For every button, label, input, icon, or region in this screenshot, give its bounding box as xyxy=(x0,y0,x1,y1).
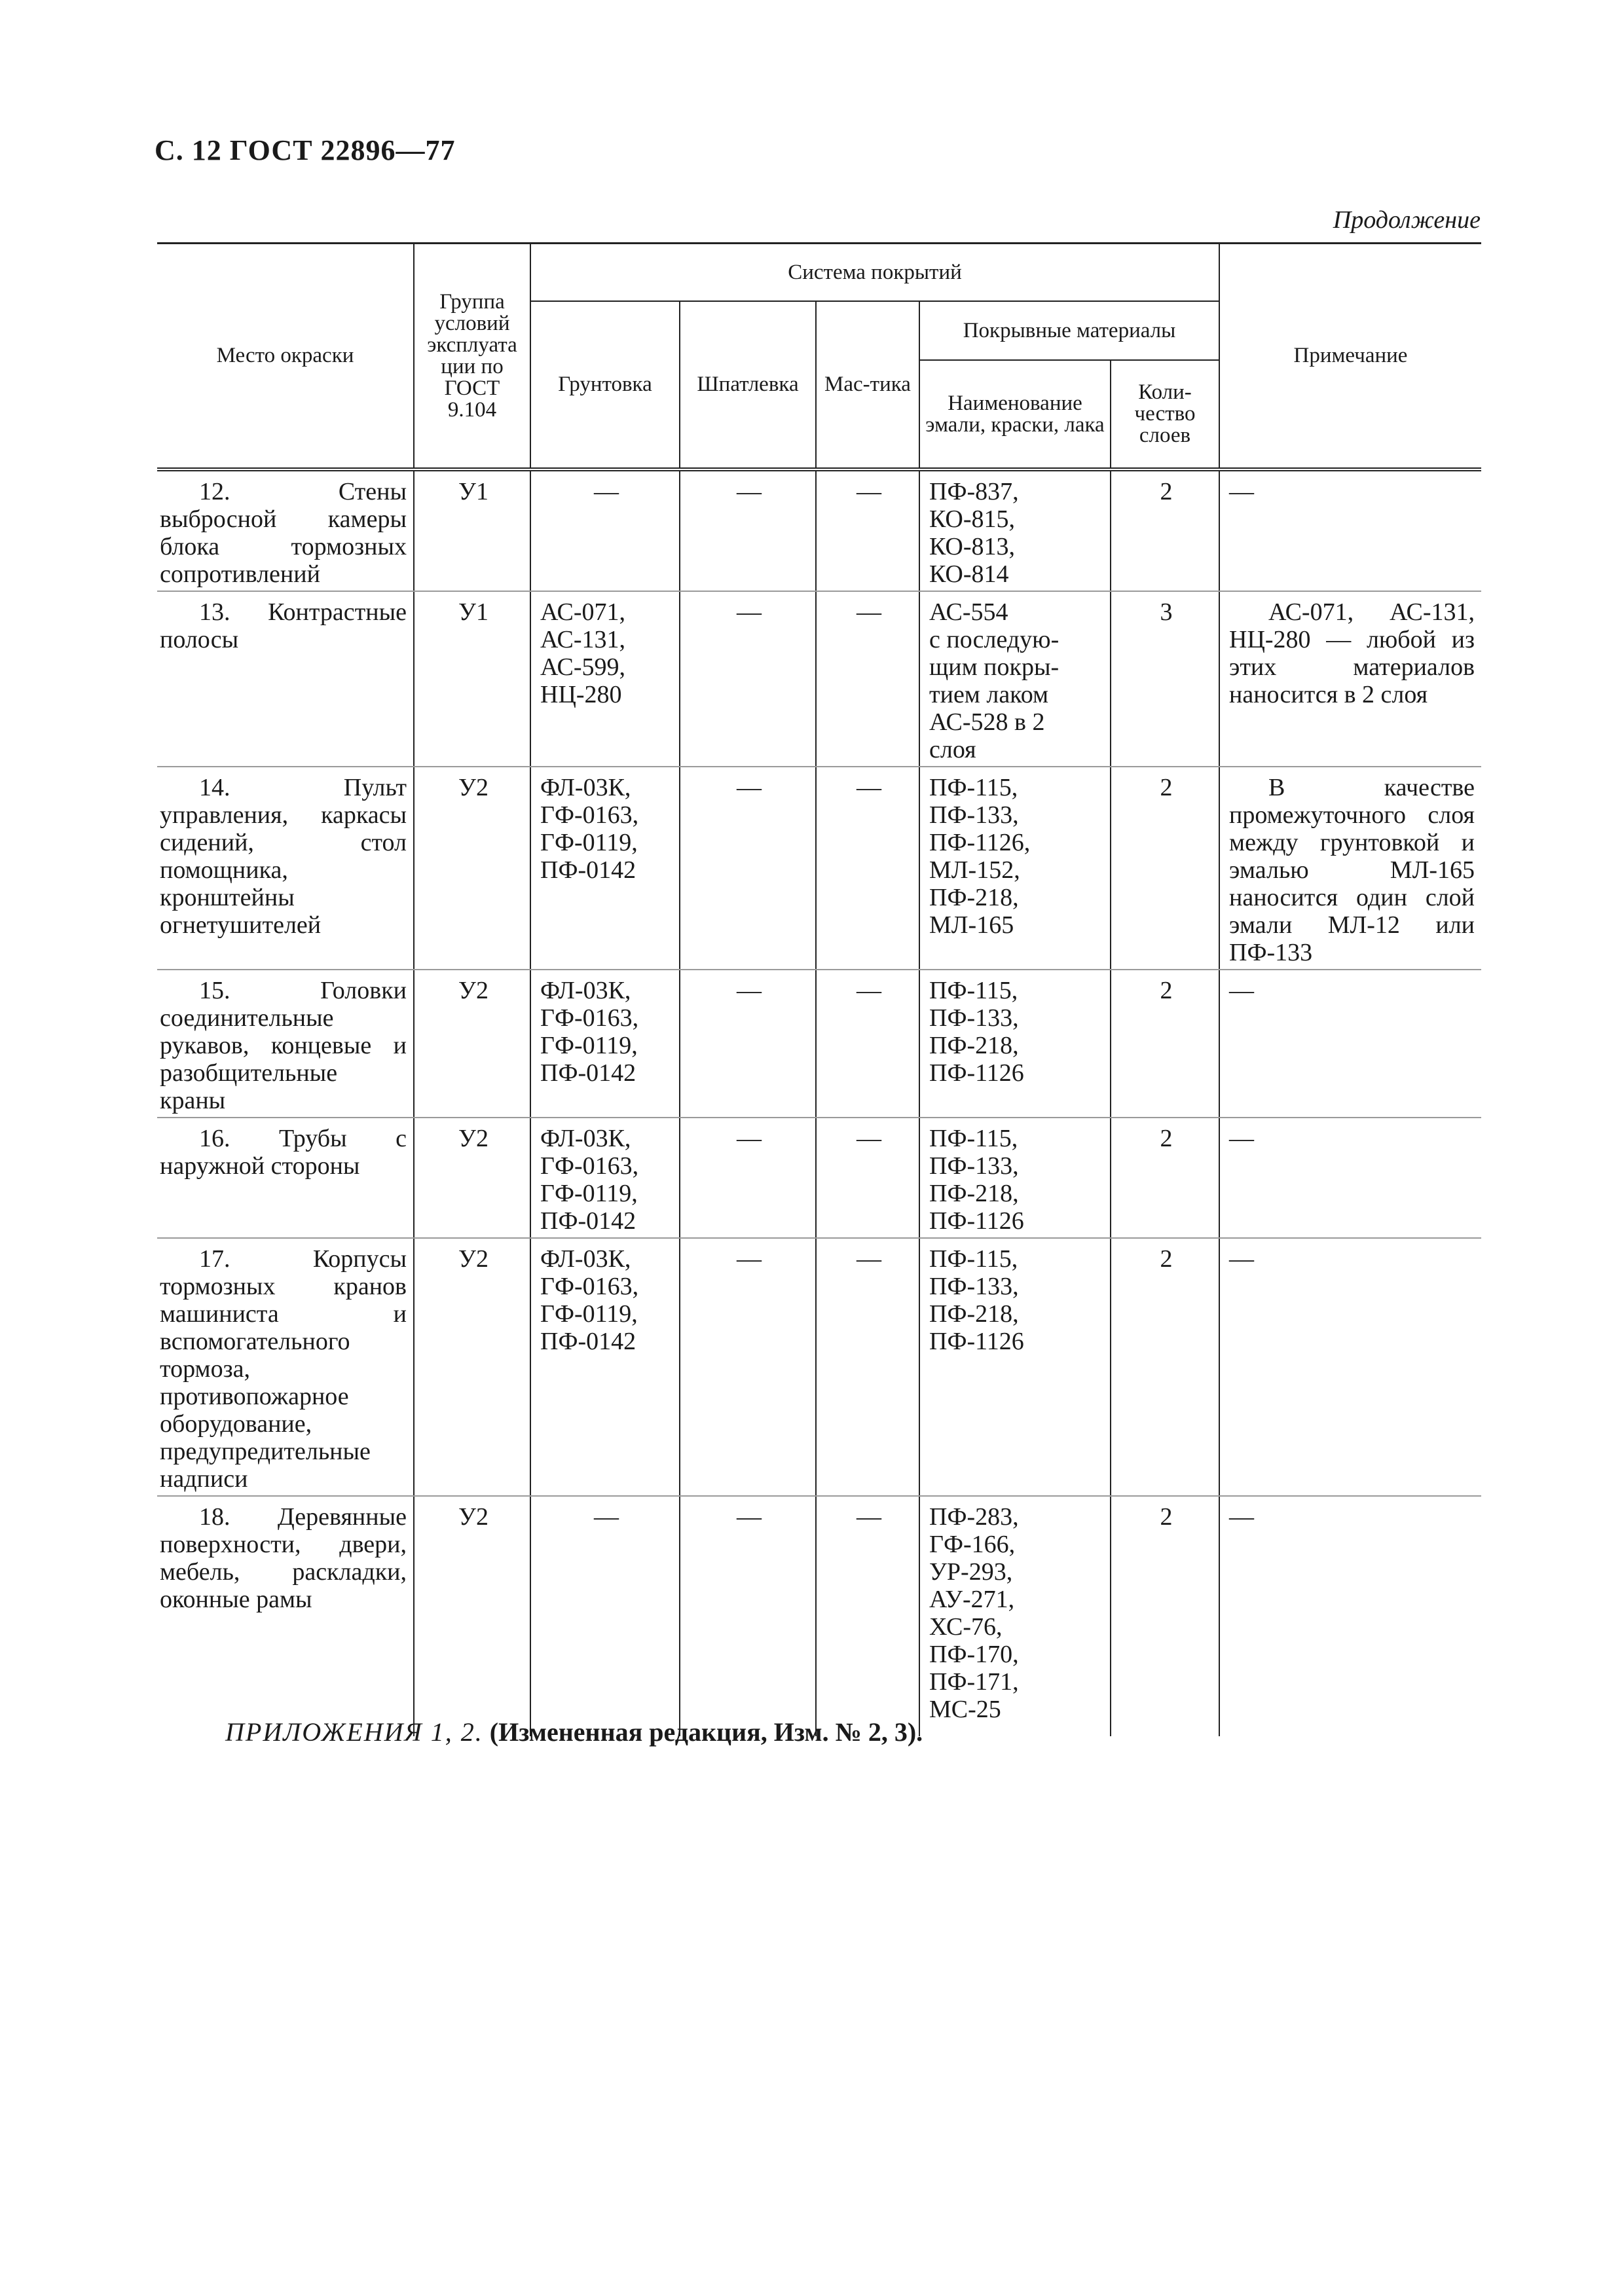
cell-mastic: — xyxy=(816,591,919,767)
table-row xyxy=(157,591,1481,767)
material-line: ПФ-1126 xyxy=(929,1328,1024,1355)
material-line: щим покры- xyxy=(929,653,1060,681)
material-line: МС-25 xyxy=(929,1696,1001,1723)
col-header-material-name: Наименование эмали, краски, лака xyxy=(919,360,1111,469)
col-header-mastic: Мас-тика xyxy=(816,301,919,469)
cell-place: 16. Трубы с наружной стороны xyxy=(157,1118,414,1238)
material-line: ПФ-115, xyxy=(929,1245,1018,1273)
primer-line: НЦ-280 xyxy=(540,681,622,708)
cell-place: 14. Пульт управления, каркасы сидений, стол помощника, кронштейны огнетушителей xyxy=(157,767,414,970)
material-line: МЛ-165 xyxy=(929,911,1014,939)
material-line: ПФ-133, xyxy=(929,1004,1019,1032)
table-row xyxy=(157,970,1481,1118)
cell-primer: — xyxy=(530,469,680,591)
material-line: АС-528 в 2 xyxy=(929,708,1045,736)
cell-putty: — xyxy=(680,1238,816,1496)
page-title: С. 12 ГОСТ 22896—77 xyxy=(155,134,456,166)
cell-group: У1 xyxy=(414,591,530,767)
cell-note: АС-071, АС-131, НЦ-280 — любой из этих материалов наносится в 2 слоя xyxy=(1219,591,1481,767)
col-header-top-materials: Покрывные материалы xyxy=(919,301,1219,360)
cell-mastic: — xyxy=(816,1118,919,1238)
cell-putty: — xyxy=(680,1118,816,1238)
material-line: ПФ-170, xyxy=(929,1641,1019,1668)
primer-line: ПФ-0142 xyxy=(540,1059,636,1087)
cell-note: — xyxy=(1219,469,1481,591)
cell-group: У2 xyxy=(414,970,530,1118)
cell-group: У2 xyxy=(414,1238,530,1496)
primer-line: ГФ-0163, xyxy=(540,1004,639,1032)
material-line: слоя xyxy=(929,736,976,763)
cell-group: У2 xyxy=(414,1496,530,1736)
primer-line: ФЛ-03К, xyxy=(540,1125,631,1152)
material-line: ПФ-218, xyxy=(929,1032,1019,1059)
cell-mastic: — xyxy=(816,469,919,591)
cell-place: 12. Стены выбросной камеры блока тормозных сопротивлений xyxy=(157,469,414,591)
primer-line: ФЛ-03К, xyxy=(540,977,631,1004)
cell-materials xyxy=(919,1118,1111,1238)
material-line: ПФ-1126, xyxy=(929,829,1031,856)
material-line: ПФ-115, xyxy=(929,774,1018,801)
cell-layers: 2 xyxy=(1111,767,1219,970)
cell-primer xyxy=(530,767,680,970)
primer-line: АС-071, xyxy=(540,598,626,626)
continuation-label: Продолжение xyxy=(1333,206,1481,234)
cell-note: — xyxy=(1219,970,1481,1118)
cell-putty: — xyxy=(680,591,816,767)
col-header-place: Место окраски xyxy=(157,244,414,470)
material-line: ПФ-1126 xyxy=(929,1059,1024,1087)
cell-materials xyxy=(919,469,1111,591)
table-row xyxy=(157,1238,1481,1496)
material-line: АС-554 xyxy=(929,598,1008,626)
cell-mastic: — xyxy=(816,1238,919,1496)
table-row xyxy=(157,1496,1481,1736)
primer-line: ГФ-0163, xyxy=(540,1152,639,1180)
cell-primer: — xyxy=(530,1496,680,1736)
coating-table xyxy=(157,242,1481,1736)
cell-primer xyxy=(530,1238,680,1496)
table-row xyxy=(157,1118,1481,1238)
col-header-primer: Грунтовка xyxy=(530,301,680,469)
primer-line: ГФ-0163, xyxy=(540,1273,639,1300)
table-row xyxy=(157,767,1481,970)
cell-layers: 2 xyxy=(1111,469,1219,591)
material-line: ПФ-218, xyxy=(929,1180,1019,1207)
material-line: ПФ-218, xyxy=(929,1300,1019,1328)
material-line: ГФ-166, xyxy=(929,1531,1016,1558)
cell-note: — xyxy=(1219,1118,1481,1238)
primer-line: ГФ-0163, xyxy=(540,801,639,829)
material-line: ПФ-133, xyxy=(929,1152,1019,1180)
material-line: ПФ-1126 xyxy=(929,1207,1024,1235)
cell-group: У2 xyxy=(414,1118,530,1238)
table-row xyxy=(157,469,1481,591)
cell-place: 17. Корпусы тормозных кранов машиниста и вспомогательного тормоза, противопожарное оборудование, предупредительные надписи xyxy=(157,1238,414,1496)
primer-line: ГФ-0119, xyxy=(540,1300,638,1328)
footer-note xyxy=(225,1717,923,1747)
cell-putty: — xyxy=(680,970,816,1118)
cell-note: В качестве промежуточного слоя между грунтовкой и эмалью МЛ-165 наносится один слой эмали МЛ-12 или ПФ-133 xyxy=(1219,767,1481,970)
cell-primer xyxy=(530,970,680,1118)
material-line: КО-815, xyxy=(929,505,1015,533)
material-line: ПФ-171, xyxy=(929,1668,1019,1696)
material-line: ПФ-283, xyxy=(929,1503,1019,1531)
cell-place: 15. Головки соединительные рукавов, концевые и разобщительные краны xyxy=(157,970,414,1118)
material-line: ПФ-218, xyxy=(929,884,1019,911)
cell-group: У1 xyxy=(414,469,530,591)
col-header-group: Группа условий эксплуата ции по ГОСТ 9.104 xyxy=(414,244,530,470)
material-line: АУ-271, xyxy=(929,1586,1015,1613)
cell-materials xyxy=(919,767,1111,970)
cell-mastic: — xyxy=(816,1496,919,1736)
cell-place: 18. Деревянные поверхности, двери, мебель, раскладки, оконные рамы xyxy=(157,1496,414,1736)
cell-materials xyxy=(919,970,1111,1118)
col-header-note: Примечание xyxy=(1219,244,1481,470)
primer-line: ПФ-0142 xyxy=(540,1207,636,1235)
primer-line: ФЛ-03К, xyxy=(540,774,631,801)
cell-putty: — xyxy=(680,469,816,591)
col-header-system: Система покрытий xyxy=(530,244,1219,302)
material-line: ПФ-837, xyxy=(929,478,1019,505)
cell-primer xyxy=(530,1118,680,1238)
material-line: ПФ-115, xyxy=(929,1125,1018,1152)
cell-materials xyxy=(919,1238,1111,1496)
cell-materials xyxy=(919,1496,1111,1736)
primer-line: ПФ-0142 xyxy=(540,1328,636,1355)
material-line: КО-814 xyxy=(929,560,1009,588)
cell-group: У2 xyxy=(414,767,530,970)
cell-layers: 2 xyxy=(1111,1238,1219,1496)
cell-mastic: — xyxy=(816,767,919,970)
cell-layers: 3 xyxy=(1111,591,1219,767)
cell-primer xyxy=(530,591,680,767)
primer-line: АС-131, xyxy=(540,626,626,653)
cell-note: — xyxy=(1219,1238,1481,1496)
primer-line: ГФ-0119, xyxy=(540,1032,638,1059)
cell-layers: 2 xyxy=(1111,1496,1219,1736)
material-line: УР-293, xyxy=(929,1558,1013,1586)
cell-note: — xyxy=(1219,1496,1481,1736)
material-line: МЛ-152, xyxy=(929,856,1020,884)
col-header-layers: Коли-чество слоев xyxy=(1111,360,1219,469)
material-line: КО-813, xyxy=(929,533,1015,560)
primer-line: ГФ-0119, xyxy=(540,1180,638,1207)
cell-layers: 2 xyxy=(1111,1118,1219,1238)
material-line: ХС-76, xyxy=(929,1613,1003,1641)
cell-place: 13. Контрастные полосы xyxy=(157,591,414,767)
revision-note: (Измененная редакция, Изм. № 2, 3). xyxy=(489,1717,923,1747)
primer-line: ПФ-0142 xyxy=(540,856,636,884)
material-line: ПФ-133, xyxy=(929,801,1019,829)
appendix-reference: ПРИЛОЖЕНИЯ 1, 2. xyxy=(225,1717,483,1747)
material-line: с последую- xyxy=(929,626,1060,653)
material-line: ПФ-115, xyxy=(929,977,1018,1004)
primer-line: ФЛ-03К, xyxy=(540,1245,631,1273)
cell-putty: — xyxy=(680,1496,816,1736)
col-header-putty: Шпатлевка xyxy=(680,301,816,469)
primer-line: ГФ-0119, xyxy=(540,829,638,856)
material-line: ПФ-133, xyxy=(929,1273,1019,1300)
cell-materials xyxy=(919,591,1111,767)
cell-mastic: — xyxy=(816,970,919,1118)
cell-layers: 2 xyxy=(1111,970,1219,1118)
cell-putty: — xyxy=(680,767,816,970)
primer-line: АС-599, xyxy=(540,653,626,681)
material-line: тием лаком xyxy=(929,681,1049,708)
